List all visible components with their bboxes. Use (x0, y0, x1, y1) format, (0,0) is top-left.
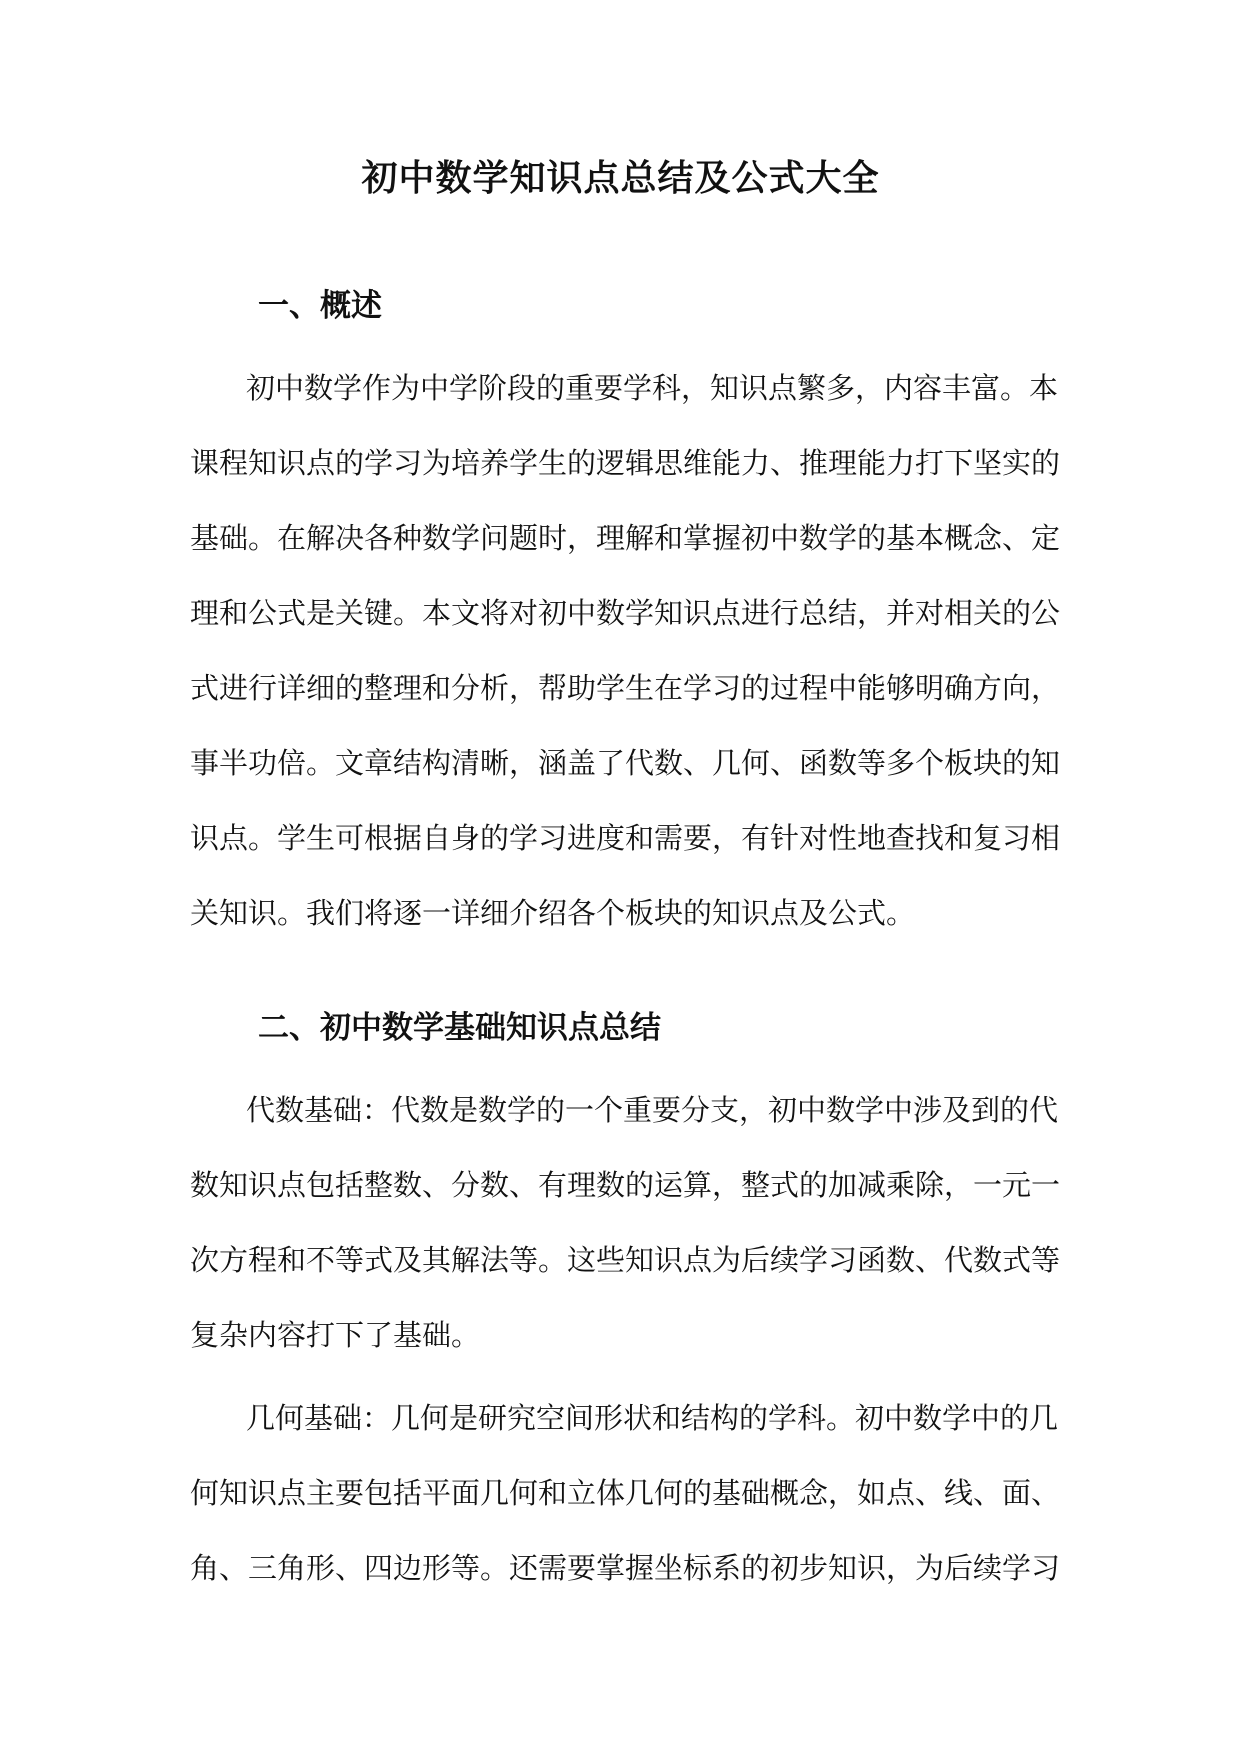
paragraph-line: 式进行详细的整理和分析，帮助学生在学习的过程中能够明确方向， (190, 671, 1061, 705)
paragraph-line: 角、三角形、四边形等。还需要掌握坐标系的初步知识，为后续学习 (190, 1551, 1061, 1585)
paragraph-line: 次方程和不等式及其解法等。这些知识点为后续学习函数、代数式等 (190, 1243, 1061, 1277)
paragraph-line: 几何基础：几何是研究空间形状和结构的学科。初中数学中的几 (246, 1401, 1059, 1435)
paragraph-line: 代数基础：代数是数学的一个重要分支，初中数学中涉及到的代 (246, 1093, 1059, 1127)
paragraph-line: 理和公式是关键。本文将对初中数学知识点进行总结，并对相关的公 (190, 596, 1061, 630)
section-heading-basics: 二、初中数学基础知识点总结 (258, 1010, 661, 1046)
paragraph-line: 初中数学作为中学阶段的重要学科，知识点繁多，内容丰富。本 (246, 371, 1059, 405)
paragraph-line: 复杂内容打下了基础。 (190, 1318, 481, 1352)
document-title: 初中数学知识点总结及公式大全 (361, 157, 880, 199)
paragraph-line: 识点。学生可根据自身的学习进度和需要，有针对性地查找和复习相 (190, 821, 1061, 855)
paragraph-line: 基础。在解决各种数学问题时，理解和掌握初中数学的基本概念、定 (190, 521, 1061, 555)
section-heading-overview: 一、概述 (258, 288, 382, 324)
paragraph-line: 事半功倍。文章结构清晰，涵盖了代数、几何、函数等多个板块的知 (190, 746, 1061, 780)
paragraph-line: 数知识点包括整数、分数、有理数的运算，整式的加减乘除，一元一 (190, 1168, 1061, 1202)
paragraph-line: 关知识。我们将逐一详细介绍各个板块的知识点及公式。 (190, 896, 916, 930)
paragraph-line: 何知识点主要包括平面几何和立体几何的基础概念，如点、线、面、 (190, 1476, 1061, 1510)
paragraph-line: 课程知识点的学习为培养学生的逻辑思维能力、推理能力打下坚实的 (190, 446, 1061, 480)
